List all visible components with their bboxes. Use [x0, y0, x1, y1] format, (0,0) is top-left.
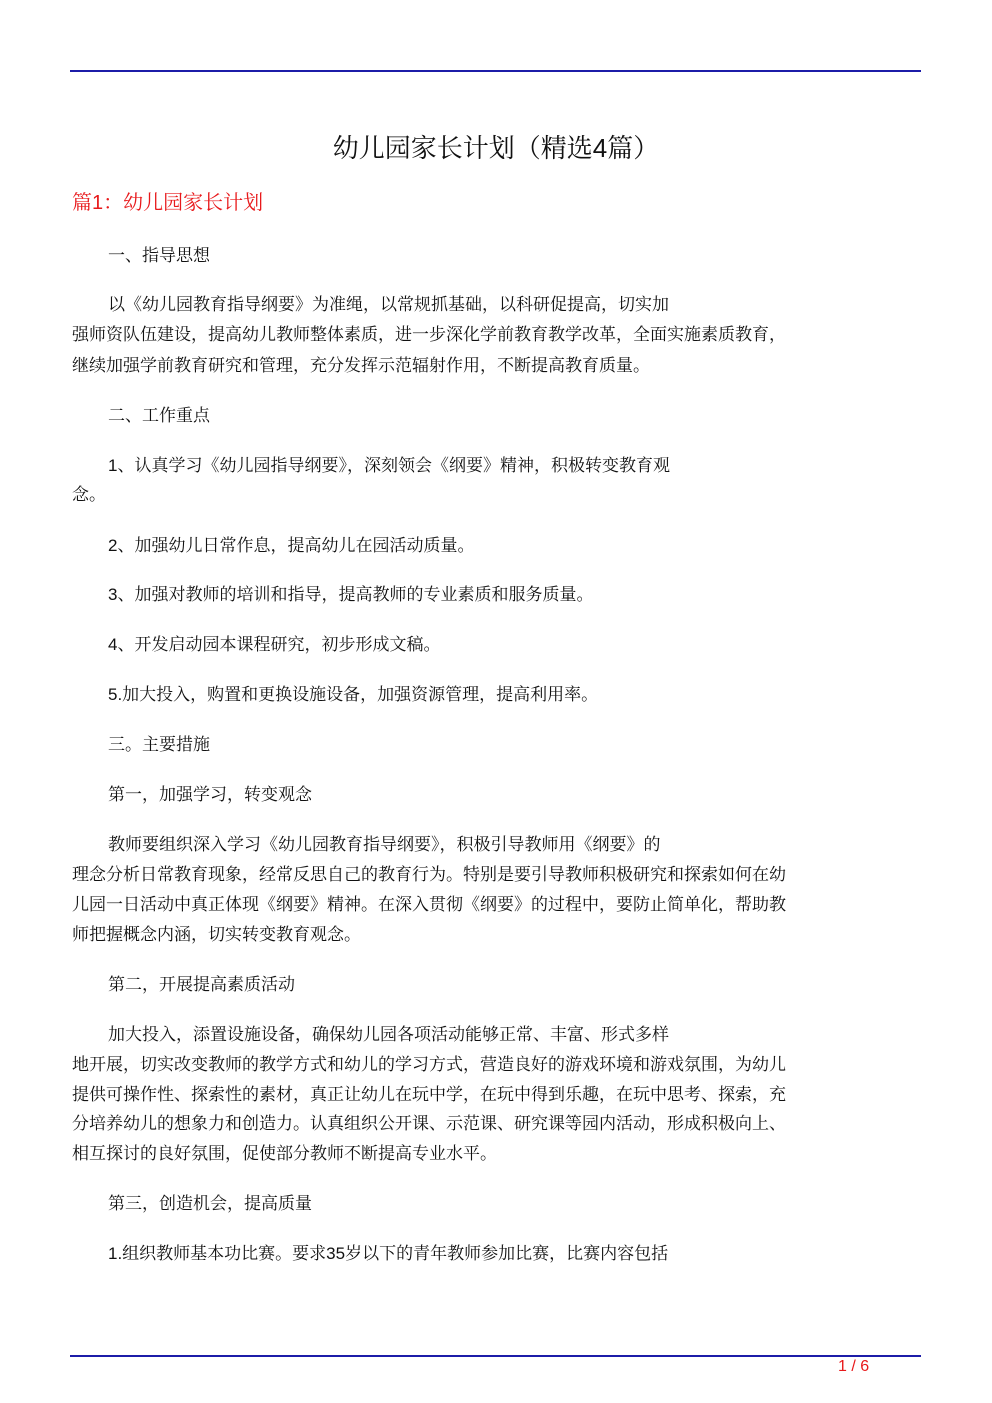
section-heading: 篇1：幼儿园家长计划 [72, 192, 264, 214]
paragraph-line: 5.加大投入，购置和更换设施设备，加强资源管理，提高利用率。 [108, 685, 599, 704]
subheading: 第三，创造机会，提高质量 [108, 1194, 312, 1213]
paragraph-line: 提供可操作性、探索性的素材，真正让幼儿在玩中学，在玩中得到乐趣，在玩中思考、探索，充 [72, 1085, 786, 1104]
paragraph-line: 强师资队伍建设，提高幼儿教师整体素质，进一步深化学前教育教学改革，全面实施素质教育， [72, 325, 786, 344]
document-title: 幼儿园家长计划（精选4篇） [332, 133, 660, 163]
paragraph-line: 念。 [72, 485, 106, 504]
paragraph-line: 2、加强幼儿日常作息，提高幼儿在园活动质量。 [108, 536, 475, 555]
paragraph-line: 师把握概念内涵，切实转变教育观念。 [72, 925, 361, 944]
subheading: 三。主要措施 [108, 735, 210, 754]
paragraph-line: 分培养幼儿的想象力和创造力。认真组织公开课、示范课、研究课等园内活动，形成积极向上、 [72, 1114, 786, 1133]
subheading: 第二，开展提高素质活动 [108, 975, 295, 994]
paragraph-line: 理念分析日常教育现象，经常反思自己的教育行为。特别是要引导教师积极研究和探索如何在幼 [72, 865, 786, 884]
subheading: 一、指导思想 [108, 246, 210, 265]
header-rule [70, 70, 921, 72]
page-number: 1 / 6 [838, 1358, 870, 1375]
paragraph-line: 3、加强对教师的培训和指导，提高教师的专业素质和服务质量。 [108, 585, 594, 604]
subheading: 第一，加强学习，转变观念 [108, 785, 312, 804]
paragraph-line: 继续加强学前教育研究和管理，充分发挥示范辐射作用，不断提高教育质量。 [72, 356, 650, 375]
paragraph-line: 1.组织教师基本功比赛。要求35岁以下的青年教师参加比赛，比赛内容包括 [108, 1244, 669, 1263]
paragraph-line: 教师要组织深入学习《幼儿园教育指导纲要》，积极引导教师用《纲要》的 [108, 835, 661, 854]
paragraph-line: 4、开发启动园本课程研究，初步形成文稿。 [108, 635, 441, 654]
paragraph-line: 以《幼儿园教育指导纲要》为准绳，以常规抓基础，以科研促提高，切实加 [108, 295, 669, 314]
paragraph-line: 1、认真学习《幼儿园指导纲要》，深刻领会《纲要》精神，积极转变教育观 [108, 456, 670, 475]
subheading: 二、工作重点 [108, 406, 210, 425]
paragraph-line: 儿园一日活动中真正体现《纲要》精神。在深入贯彻《纲要》的过程中，要防止简单化，帮助教 [72, 895, 786, 914]
paragraph-line: 加大投入，添置设施设备，确保幼儿园各项活动能够正常、丰富、形式多样 [108, 1025, 669, 1044]
paragraph-line: 相互探讨的良好氛围，促使部分教师不断提高专业水平。 [72, 1144, 497, 1163]
paragraph-line: 地开展，切实改变教师的教学方式和幼儿的学习方式，营造良好的游戏环境和游戏氛围，为幼儿 [72, 1055, 786, 1074]
footer-rule [70, 1355, 921, 1357]
